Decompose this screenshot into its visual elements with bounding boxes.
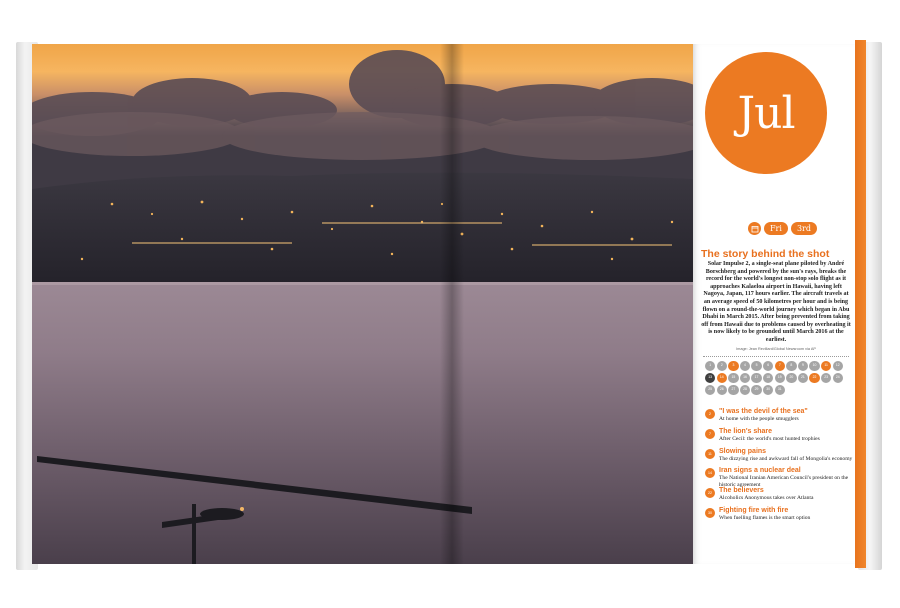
calendar-day: 24 xyxy=(833,373,843,383)
calendar-day: 14 xyxy=(717,373,727,383)
contents-entry[interactable] xyxy=(705,467,855,487)
calendar-day: 13 xyxy=(705,373,715,383)
calendar-day: 30 xyxy=(763,385,773,395)
calendar-day: 5 xyxy=(751,361,761,371)
calendar-day: 31 xyxy=(775,385,785,395)
image-credit: Image: Jean Revillard/Global Newsroom via AP xyxy=(736,347,816,351)
entry-description: When fuelling flames is the smart option xyxy=(719,514,811,521)
entry-date-badge: 7 xyxy=(705,429,715,439)
day-pill: 3rd xyxy=(791,222,817,235)
story-headline: The story behind the shot xyxy=(701,248,830,260)
calendar-day: 17 xyxy=(751,373,761,383)
entry-title: The believers xyxy=(719,487,764,495)
calendar-day: 23 xyxy=(821,373,831,383)
entry-date-badge: 11 xyxy=(705,449,715,459)
calendar-day: 29 xyxy=(751,385,761,395)
contents-entry[interactable] xyxy=(705,408,855,428)
calendar-day: 10 xyxy=(809,361,819,371)
entry-description: Alcoholics Anonymous takes over Atlanta xyxy=(719,495,814,502)
contents-list xyxy=(705,408,855,527)
calendar-day: 6 xyxy=(763,361,773,371)
calendar-icon xyxy=(748,222,761,235)
month-label: Jul xyxy=(737,87,795,139)
entry-title: Slowing pains xyxy=(719,447,767,455)
contents-entry[interactable] xyxy=(705,487,855,507)
calendar-day: 27 xyxy=(728,385,738,395)
entry-title: Fighting fire with fire xyxy=(719,506,789,514)
month-circle xyxy=(705,52,827,174)
calendar-day: 25 xyxy=(705,385,715,395)
contents-entry[interactable] xyxy=(705,428,855,448)
calendar-day: 8 xyxy=(786,361,796,371)
entry-date-badge: 22 xyxy=(705,488,715,498)
calendar-day: 9 xyxy=(798,361,808,371)
date-row xyxy=(748,222,817,235)
calendar-day: 1 xyxy=(705,361,715,371)
calendar-day: 12 xyxy=(833,361,843,371)
entry-description: The dizzying rise and awkward fall of Mongolia's economy xyxy=(719,455,853,462)
calendar-day: 3 xyxy=(728,361,738,371)
entry-date-badge: 14 xyxy=(705,468,715,478)
entry-date-badge: 2 xyxy=(705,409,715,419)
calendar-day: 18 xyxy=(763,373,773,383)
entry-date-badge: 30 xyxy=(705,508,715,518)
calendar-day: 11 xyxy=(821,361,831,371)
entry-title: The lion's share xyxy=(719,427,773,435)
entry-description: After Cecil: the world's most hunted trophies xyxy=(719,435,820,442)
entry-description: At home with the people smugglers xyxy=(719,416,799,422)
calendar-day: 19 xyxy=(775,373,785,383)
entry-title: "I was the devil of the sea" xyxy=(719,408,808,415)
calendar-day: 21 xyxy=(798,373,808,383)
calendar-day: 7 xyxy=(775,361,785,371)
entry-description: The National Iranian American Council's president on the historic agreement xyxy=(719,475,849,488)
story-body: Solar Impulse 2, a single-seat plane piloted by André Borschberg and powered by the sun's rays, breaks the record for the world's longest non-stop solo flight as it approaches Kalaeloa airport in Hawaii, having left Nagoya, Japan, 117 hours earlier. The aircraft travels at an average speed of 50 kilometres per hour and is being flown on a round-the-world journey which began in Abu Dhabi in March 2015. After being prevented from taking off from Hawaii due to problems caused by overheating it is now likely to be grounded until March 2016 at the earliest. xyxy=(701,261,851,343)
contents-entry[interactable] xyxy=(705,448,855,468)
calendar-day: 4 xyxy=(740,361,750,371)
solar-plane-photo xyxy=(32,44,693,564)
calendar-day: 15 xyxy=(728,373,738,383)
day-calendar-grid xyxy=(705,361,847,395)
calendar-day: 2 xyxy=(717,361,727,371)
orange-page-tab xyxy=(855,40,866,568)
contents-entry[interactable] xyxy=(705,507,855,527)
calendar-day: 28 xyxy=(740,385,750,395)
calendar-day: 20 xyxy=(786,373,796,383)
calendar-day: 26 xyxy=(717,385,727,395)
entry-title: Iran signs a nuclear deal xyxy=(719,467,801,475)
weekday-pill: Fri xyxy=(764,222,788,235)
calendar-day: 22 xyxy=(809,373,819,383)
dotted-divider xyxy=(703,356,849,357)
calendar-day: 16 xyxy=(740,373,750,383)
right-page xyxy=(693,44,855,564)
